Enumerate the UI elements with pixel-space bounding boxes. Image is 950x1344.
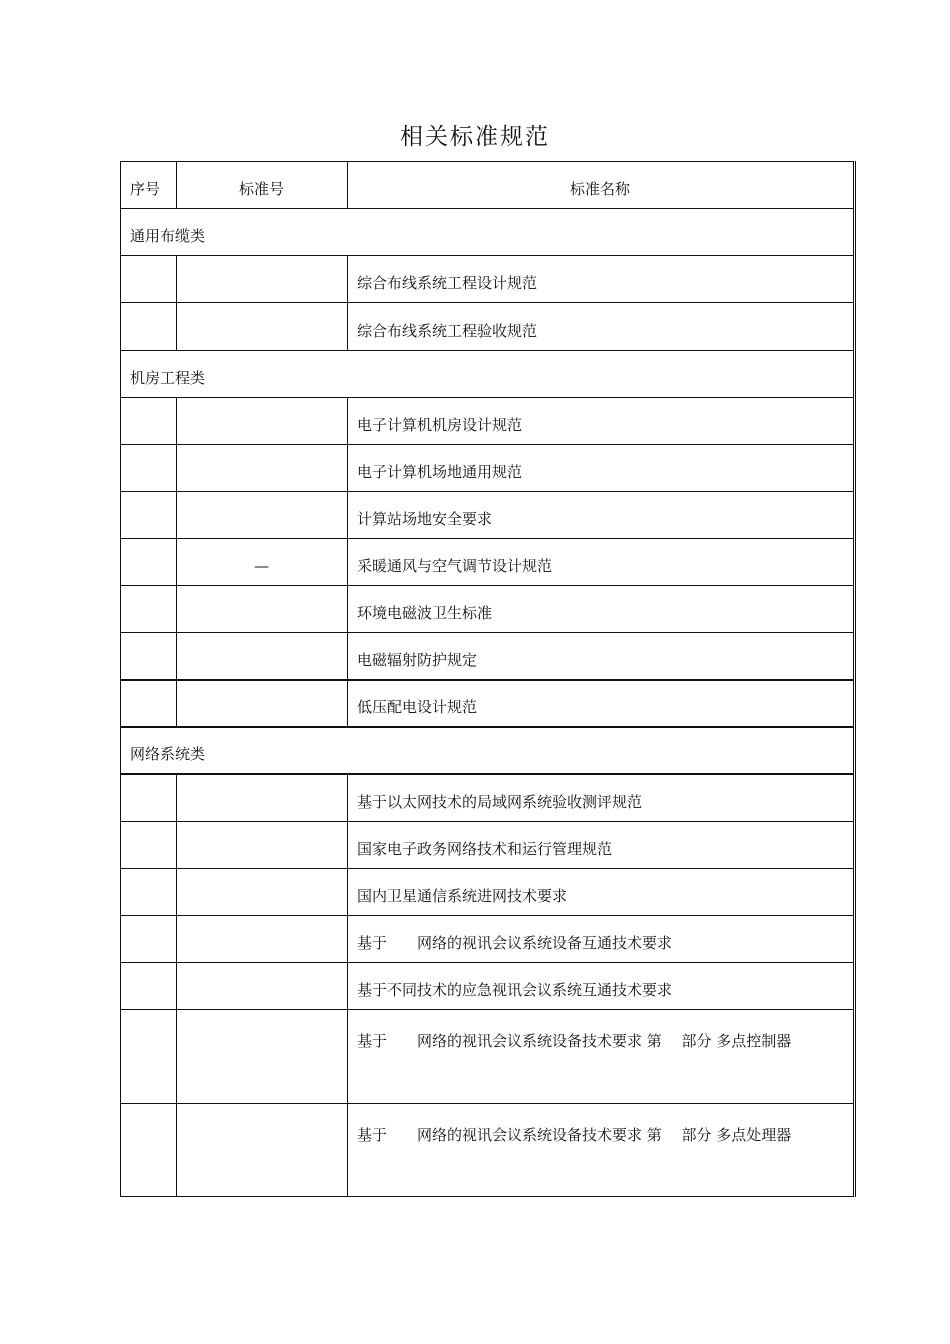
- row-name: 基于 网络的视讯会议系统设备技术要求 第 部分 多点控制器: [348, 1010, 855, 1103]
- section-label: 网络系统类: [121, 727, 855, 774]
- row-code: [177, 491, 348, 538]
- row-name: 基于 网络的视讯会议系统设备互通技术要求: [348, 916, 855, 963]
- table-row: [121, 774, 855, 821]
- row-code: [177, 1103, 348, 1196]
- row-seq: [121, 303, 177, 350]
- row-code: [177, 774, 348, 821]
- section-row: [121, 350, 855, 397]
- row-name: 电磁辐射防护规定: [348, 633, 855, 680]
- row-name: 基于不同技术的应急视讯会议系统互通技术要求: [348, 963, 855, 1010]
- row-seq: [121, 539, 177, 586]
- row-name: 低压配电设计规范: [348, 680, 855, 727]
- row-seq: [121, 633, 177, 680]
- table-row: [121, 963, 855, 1010]
- row-name: 综合布线系统工程设计规范: [348, 256, 855, 303]
- row-seq: [121, 1103, 177, 1196]
- row-seq: [121, 821, 177, 868]
- page-title: 相关标准规范: [400, 124, 550, 150]
- row-code: [177, 821, 348, 868]
- row-seq: [121, 256, 177, 303]
- row-seq: [121, 491, 177, 538]
- row-seq: [121, 963, 177, 1010]
- row-code: —: [177, 539, 348, 586]
- header-seq: 序号: [121, 162, 177, 209]
- table-row: [121, 868, 855, 915]
- table-row: [121, 397, 855, 444]
- row-name: 环境电磁波卫生标准: [348, 586, 855, 633]
- row-seq: [121, 444, 177, 491]
- row-name: 综合布线系统工程验收规范: [348, 303, 855, 350]
- row-code: [177, 256, 348, 303]
- section-label: 通用布缆类: [121, 209, 855, 256]
- header-name: 标准名称: [348, 162, 855, 209]
- table-row: [121, 303, 855, 350]
- row-name: 采暖通风与空气调节设计规范: [348, 539, 855, 586]
- standards-table: [120, 161, 856, 1197]
- row-code: [177, 963, 348, 1010]
- row-code: [177, 586, 348, 633]
- table-row: [121, 539, 855, 586]
- row-code: [177, 633, 348, 680]
- row-seq: [121, 1010, 177, 1103]
- row-seq: [121, 680, 177, 727]
- row-name: 计算站场地安全要求: [348, 491, 855, 538]
- row-seq: [121, 868, 177, 915]
- table-row: [121, 1103, 855, 1196]
- row-code: [177, 868, 348, 915]
- row-seq: [121, 586, 177, 633]
- row-name: 国家电子政务网络技术和运行管理规范: [348, 821, 855, 868]
- row-name: 基于 网络的视讯会议系统设备技术要求 第 部分 多点处理器: [348, 1103, 855, 1196]
- section-row: [121, 727, 855, 774]
- section-label: 机房工程类: [121, 350, 855, 397]
- table-row: [121, 256, 855, 303]
- table-row: [121, 444, 855, 491]
- row-code: [177, 444, 348, 491]
- table-row: [121, 821, 855, 868]
- row-code: [177, 916, 348, 963]
- table-row: [121, 633, 855, 680]
- table-row: [121, 680, 855, 727]
- row-name: 国内卫星通信系统进网技术要求: [348, 868, 855, 915]
- row-code: [177, 397, 348, 444]
- row-seq: [121, 774, 177, 821]
- table-row: [121, 1010, 855, 1103]
- table-header-row: [121, 162, 855, 209]
- row-name: 基于以太网技术的局域网系统验收测评规范: [348, 774, 855, 821]
- header-code: 标准号: [177, 162, 348, 209]
- row-name: 电子计算机场地通用规范: [348, 444, 855, 491]
- table-row: [121, 586, 855, 633]
- row-seq: [121, 916, 177, 963]
- row-seq: [121, 397, 177, 444]
- table-row: [121, 916, 855, 963]
- row-name: 电子计算机机房设计规范: [348, 397, 855, 444]
- row-code: [177, 1010, 348, 1103]
- table-row: [121, 491, 855, 538]
- section-row: [121, 209, 855, 256]
- row-code: [177, 303, 348, 350]
- row-code: [177, 680, 348, 727]
